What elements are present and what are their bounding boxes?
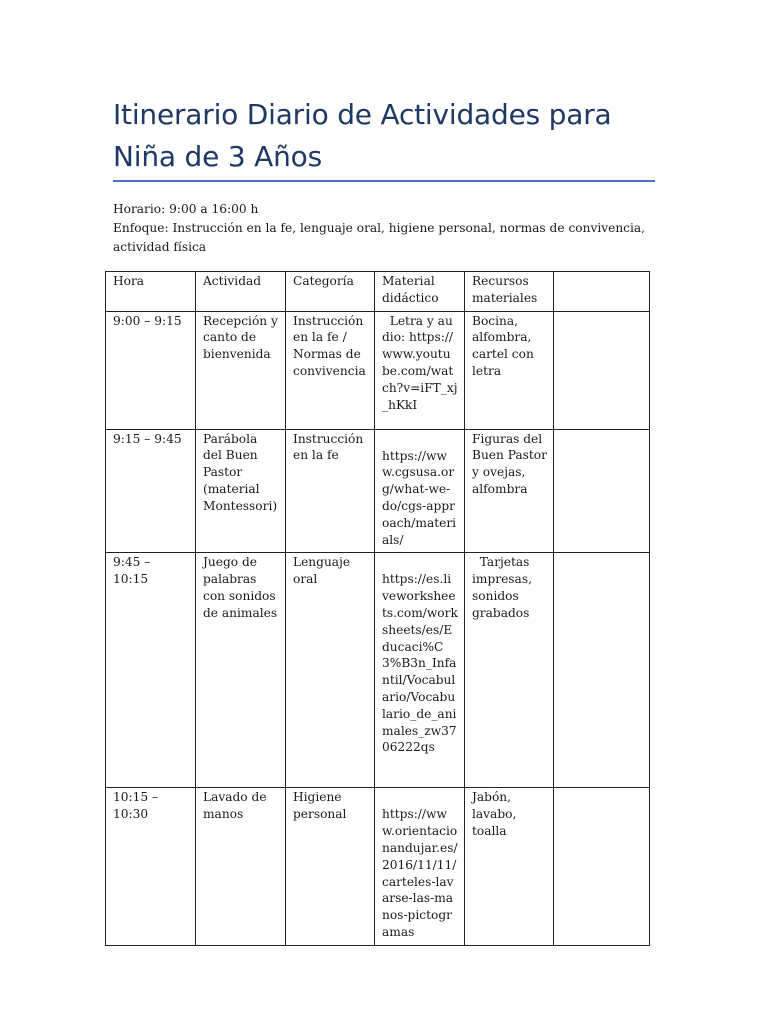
header-hora: Hora: [106, 272, 196, 312]
document-title: Itinerario Diario de Actividades para Niña de 3 Años: [113, 98, 612, 173]
cell-recursos: Jabón, lavabo, toalla: [465, 788, 554, 945]
table-row: [106, 553, 650, 788]
table-row: [106, 429, 650, 553]
cell-material-text: https://es.liveworksheets.com/worksheets/es/Educaci%C3%B3n_Infantil/Vocabulario/Vocabulario_de_animales_zw3706222qs: [382, 572, 458, 755]
cell-categoria: Instrucción en la fe: [286, 429, 375, 553]
cell-material: [375, 553, 465, 788]
cell-categoria: Higiene personal: [286, 788, 375, 945]
cell-material-text: https://www.cgsusa.org/what-we-do/cgs-approach/materials/: [382, 448, 457, 547]
cell-spacer: [382, 554, 458, 571]
cell-hora: 9:15 – 9:45: [106, 429, 196, 553]
document-meta: [113, 200, 658, 257]
header-recursos: Recursos materiales: [465, 272, 554, 312]
table-row: [106, 311, 650, 429]
table-row: [106, 788, 650, 945]
cell-actividad: Recepción y canto de bienvenida: [196, 311, 286, 429]
cell-extra: [554, 553, 650, 788]
schedule-line: Horario: 9:00 a 16:00 h: [113, 202, 259, 216]
table-header-row: [106, 272, 650, 312]
cell-hora: 10:15 – 10:30: [106, 788, 196, 945]
cell-material-text: https://www.orientacionandujar.es/2016/11/11/carteles-lavarse-las-manos-pictogramas: [382, 807, 458, 939]
cell-spacer: [382, 431, 458, 448]
cell-actividad: Lavado de manos: [196, 788, 286, 945]
cell-categoria: Instrucción en la fe / Normas de convivencia: [286, 311, 375, 429]
cell-extra: [554, 788, 650, 945]
cell-extra: [554, 311, 650, 429]
title-underline: [113, 180, 655, 182]
cell-recursos: Bocina, alfombra, cartel con letra: [465, 311, 554, 429]
cell-material: [375, 429, 465, 553]
itinerary-table: [105, 271, 650, 946]
header-actividad: Actividad: [196, 272, 286, 312]
header-categoria: Categoría: [286, 272, 375, 312]
focus-line: Enfoque: Instrucción en la fe, lenguaje oral, higiene personal, normas de convivencia, actividad física: [113, 221, 646, 254]
cell-material: Letra y audio: https://www.youtube.com/watch?v=iFT_xj_hKkI: [375, 311, 465, 429]
cell-hora: 9:45 – 10:15: [106, 553, 196, 788]
cell-recursos: Figuras del Buen Pastor y ovejas, alfombra: [465, 429, 554, 553]
cell-actividad: Parábola del Buen Pastor (material Montessori): [196, 429, 286, 553]
cell-recursos: Tarjetas impresas, sonidos grabados: [465, 553, 554, 788]
cell-extra: [554, 429, 650, 553]
header-extra: [554, 272, 650, 312]
cell-categoria: Lenguaje oral: [286, 553, 375, 788]
cell-actividad: Juego de palabras con sonidos de animales: [196, 553, 286, 788]
cell-material: [375, 788, 465, 945]
header-material: Material didáctico: [375, 272, 465, 312]
cell-hora: 9:00 – 9:15: [106, 311, 196, 429]
cell-spacer: [382, 789, 458, 806]
